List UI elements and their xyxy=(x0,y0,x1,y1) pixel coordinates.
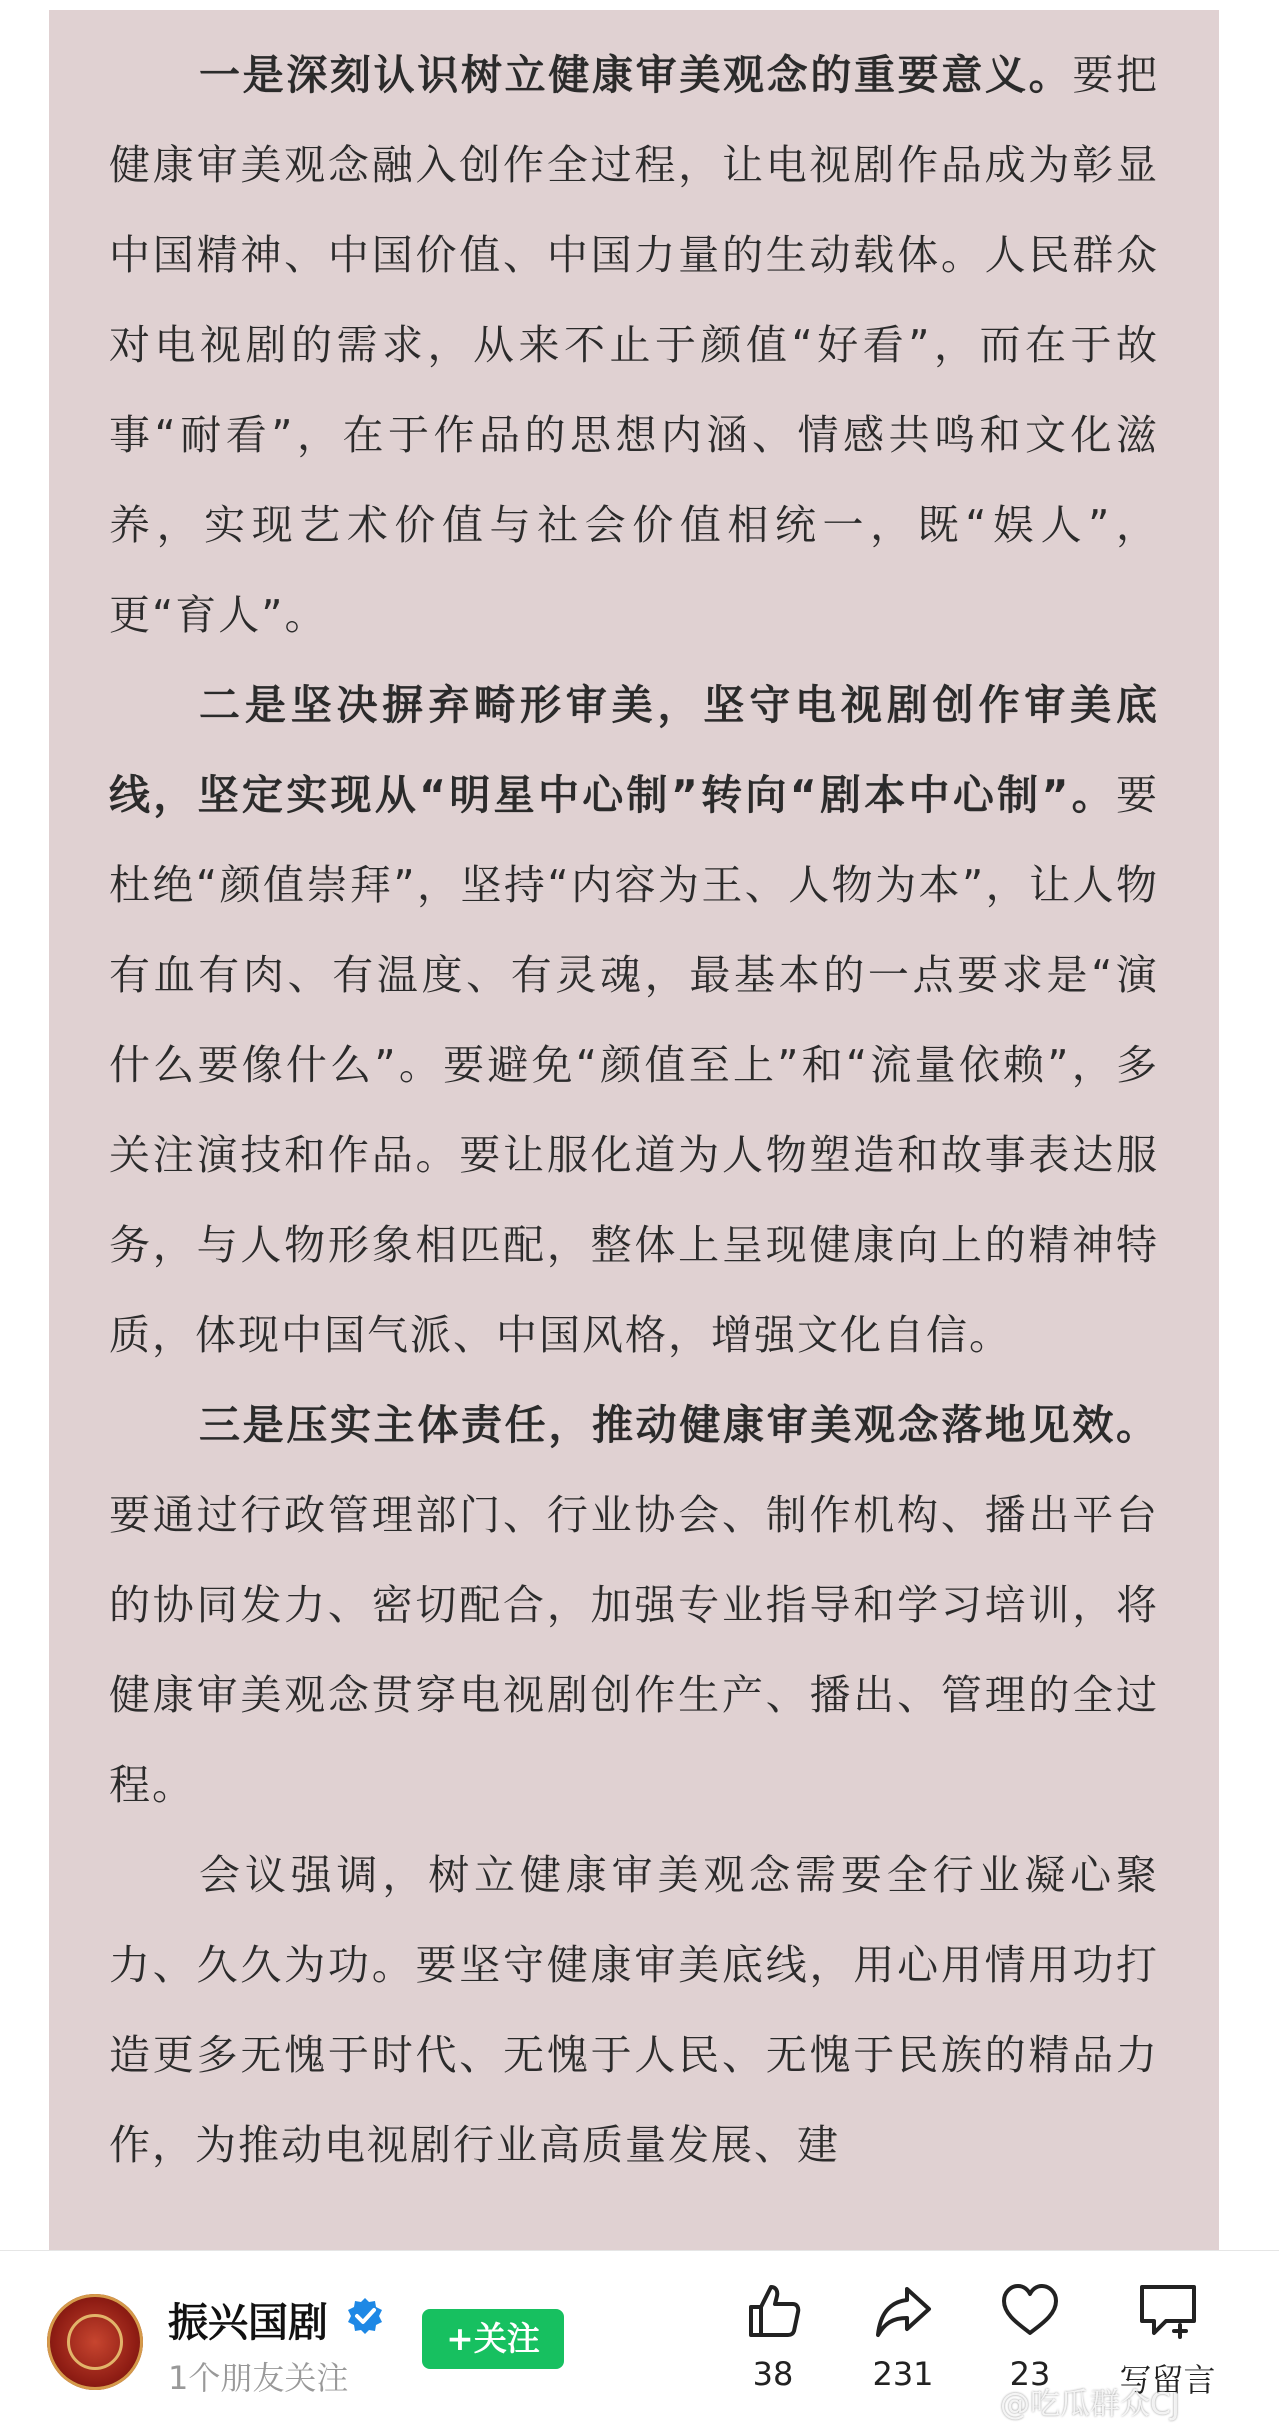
share-count: 231 xyxy=(872,2355,934,2393)
share-button[interactable] xyxy=(843,2281,963,2393)
favorite-button[interactable] xyxy=(970,2281,1090,2393)
follow-button[interactable]: +关注 xyxy=(422,2309,564,2369)
friends-following-text: 1个朋友关注 xyxy=(168,2359,349,2397)
thumbs-up-icon xyxy=(743,2281,803,2341)
article-body xyxy=(49,10,1219,2250)
paragraph-4-body: 会议强调，树立健康审美观念需要全行业凝心聚力、久久为功。要坚守健康审美底线，用心用情用功打造更多无愧于时代、无愧于人民、无愧于民族的精品力作，为推动电视剧行业高质量发展、建 xyxy=(109,1851,1159,2169)
article-text xyxy=(109,30,1159,2190)
share-arrow-icon xyxy=(873,2281,933,2341)
paragraph-3 xyxy=(109,1380,1159,1830)
paragraph-2-body: 要杜绝“颜值崇拜”，坚持“内容为王、人物为本”，让人物有血有肉、有温度、有灵魂，最基本的一点要求是“演什么要像什么”。要避免“颜值至上”和“流量依赖”，多关注演技和作品。要让服化道为人物塑造和故事表达服务，与人物形象相匹配，整体上呈现健康向上的精神特质，体现中国气派、中国风格，增强文化自信。 xyxy=(109,771,1159,1359)
watermark: @吃瓜群众CJ xyxy=(1000,2387,1180,2422)
comment-label: 写留言 xyxy=(1119,2361,1216,2399)
favorite-count: 23 xyxy=(1009,2355,1051,2393)
paragraph-4 xyxy=(109,1830,1159,2190)
like-count: 38 xyxy=(752,2355,794,2393)
paragraph-1-heading: 一是深刻认识树立健康审美观念的重要意义。 xyxy=(199,51,1073,99)
comment-add-icon xyxy=(1136,2281,1200,2341)
account-name[interactable]: 振兴国剧 xyxy=(168,2300,328,2346)
account-avatar[interactable] xyxy=(47,2294,143,2390)
bottom-action-bar xyxy=(0,2250,1279,2431)
paragraph-2 xyxy=(109,660,1159,1380)
like-button[interactable] xyxy=(713,2281,833,2393)
paragraph-3-body: 要通过行政管理部门、行业协会、制作机构、播出平台的协同发力、密切配合，加强专业指导和学习培训，将健康审美观念贯穿电视剧创作生产、播出、管理的全过程。 xyxy=(109,1491,1159,1809)
avatar-logo-mark xyxy=(67,2314,123,2370)
heart-icon xyxy=(1000,2281,1060,2341)
verified-badge-icon xyxy=(345,2296,385,2336)
paragraph-1-body: 要把健康审美观念融入创作全过程，让电视剧作品成为彰显中国精神、中国价值、中国力量的生动载体。人民群众对电视剧的需求，从来不止于颜值“好看”，而在于故事“耐看”，在于作品的思想内涵、情感共鸣和文化滋养，实现艺术价值与社会价值相统一，既“娱人”，更“育人”。 xyxy=(109,51,1160,639)
paragraph-1 xyxy=(109,30,1159,660)
paragraph-3-heading: 三是压实主体责任，推动健康审美观念落地见效。 xyxy=(199,1401,1159,1449)
paragraph-2-heading: 二是坚决摒弃畸形审美，坚守电视剧创作审美底线，坚定实现从“明星中心制”转向“剧本中心制”。 xyxy=(109,681,1159,819)
